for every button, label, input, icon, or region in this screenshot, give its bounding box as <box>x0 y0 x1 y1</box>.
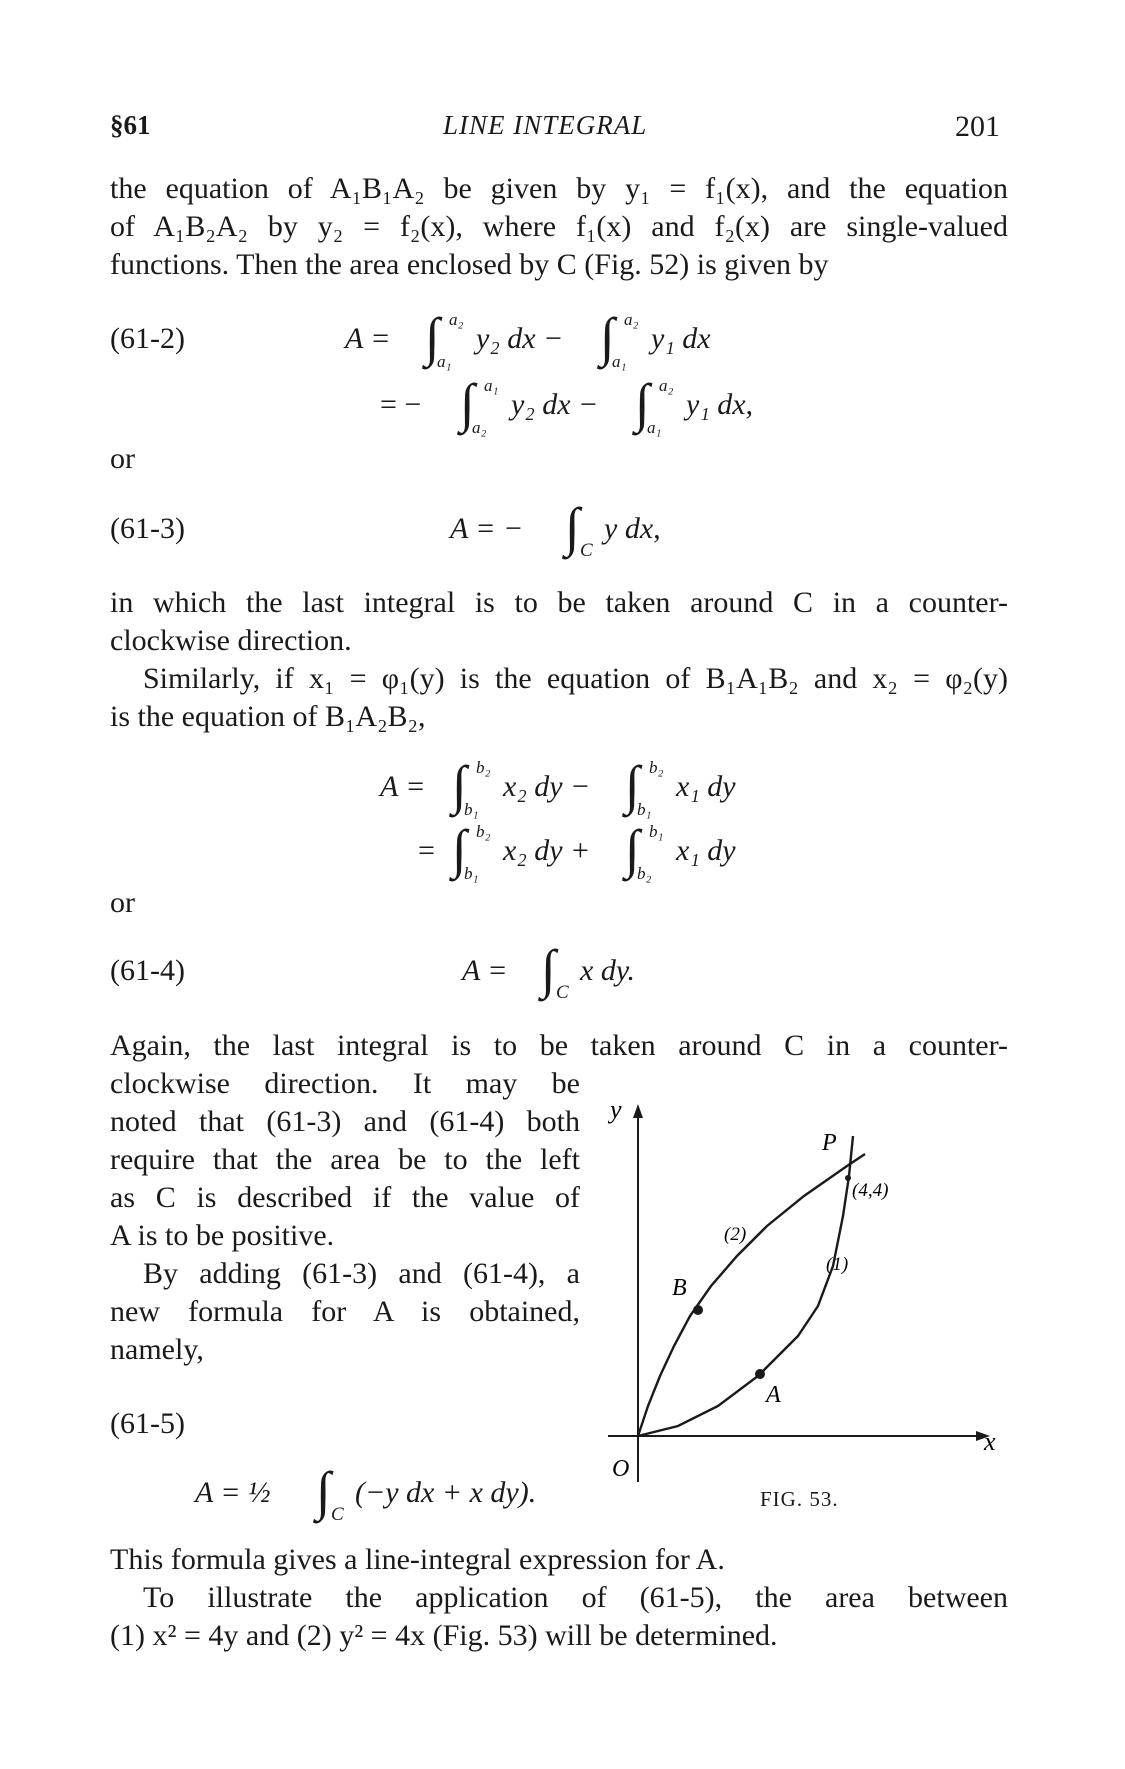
equation-label: (61-3) <box>110 512 185 545</box>
integral-contour: C <box>331 1504 344 1525</box>
integral-sign: ∫ <box>452 819 467 879</box>
integral-upper-limit: b₂ <box>649 758 664 777</box>
point-A <box>755 1369 765 1379</box>
text-line: Again, the last integral is to be taken around C in a counter- <box>110 1029 1008 1062</box>
equation-label: (61-2) <box>110 322 185 355</box>
integrand: x₁ dy <box>676 770 736 803</box>
figure-53 <box>590 1090 1020 1530</box>
integrand: y₂ dx − <box>511 388 599 421</box>
integrand: y₂ dx − <box>476 322 564 355</box>
text-line: clockwise direction. It may be <box>110 1067 580 1100</box>
integrand: x₁ dy <box>676 834 736 867</box>
eq-lhs: A = <box>380 770 426 803</box>
text-line: require that the area be to the left <box>110 1143 580 1176</box>
point-B <box>693 1305 703 1315</box>
integral-sign: ∫ <box>625 819 640 879</box>
point-4-4 <box>845 1175 851 1181</box>
text-line: clockwise direction. <box>110 624 352 657</box>
integral-lower-limit: a₁ <box>612 352 627 371</box>
integral-lower-limit: a₁ <box>437 352 452 371</box>
integral-sign: ∫ <box>565 497 580 557</box>
integrand: x₂ dy − <box>503 770 591 803</box>
running-title: LINE INTEGRAL <box>443 110 648 140</box>
integral-contour: C <box>556 982 569 1003</box>
origin-label: O <box>612 1456 630 1482</box>
label-P: P <box>822 1130 837 1156</box>
text-line: the equation of A₁B₁A₂ be given by y₁ = f₁(x), and the equation <box>110 172 1008 205</box>
integral-upper-limit: a₂ <box>659 376 674 395</box>
text-line: This formula gives a line-integral expression for A. <box>110 1543 725 1576</box>
eq-lhs: A = <box>462 954 508 987</box>
integral-sign: ∫ <box>425 307 440 367</box>
integral-upper-limit: b₂ <box>476 822 491 841</box>
eq-lhs: A = − <box>450 512 524 545</box>
integrand: y₁ dx, <box>686 388 754 421</box>
text-line: in which the last integral is to be taken around C in a counter- <box>110 586 1008 619</box>
label-curve-2: (2) <box>724 1224 747 1245</box>
integral-lower-limit: b₁ <box>464 800 479 819</box>
integrand: y dx, <box>604 512 661 545</box>
text-line: A is to be positive. <box>110 1219 335 1252</box>
integral-contour: C <box>580 540 593 561</box>
label-A: A <box>766 1382 781 1408</box>
curve-1 <box>638 1136 853 1436</box>
eq-lhs: = − <box>380 388 422 421</box>
equation-label: (61-5) <box>110 1407 185 1440</box>
eq-lhs: A = ½ <box>195 1476 271 1509</box>
page-number: 201 <box>955 110 1000 143</box>
text-line: namely, <box>110 1333 204 1366</box>
integral-sign: ∫ <box>600 307 615 367</box>
integrand: (−y dx + x dy). <box>355 1476 537 1509</box>
integral-lower-limit: b₁ <box>464 864 479 883</box>
integral-upper-limit: b₁ <box>649 822 664 841</box>
text-line: By adding (61-3) and (61-4), a <box>143 1257 580 1290</box>
eq-lhs: A = <box>345 322 391 355</box>
text-line: noted that (61-3) and (61-4) both <box>110 1105 580 1138</box>
integrand: x₂ dy + <box>503 834 591 867</box>
eq-lhs: = <box>418 834 435 867</box>
integral-sign: ∫ <box>316 1461 331 1521</box>
text-line: functions. Then the area enclosed by C (Fig. 52) is given by <box>110 248 829 281</box>
integral-sign: ∫ <box>452 755 467 815</box>
text-line: of A₁B₂A₂ by y₂ = f₂(x), where f₁(x) and f₂(x) are single-valued <box>110 210 1008 243</box>
integral-sign: ∫ <box>460 373 475 433</box>
integral-lower-limit: b₂ <box>637 864 652 883</box>
integral-sign: ∫ <box>625 755 640 815</box>
integral-lower-limit: a₂ <box>472 418 487 437</box>
text-line: To illustrate the application of (61-5), the area between <box>143 1581 1008 1614</box>
text-line: Similarly, if x₁ = φ₁(y) is the equation of B₁A₁B₂ and x₂ = φ₂(y) <box>143 662 1008 695</box>
label-B: B <box>672 1275 687 1301</box>
integral-upper-limit: a₂ <box>624 310 639 329</box>
text-line: (1) x² = 4y and (2) y² = 4x (Fig. 53) will be determined. <box>110 1619 778 1652</box>
integral-upper-limit: b₂ <box>476 758 491 777</box>
integrand: x dy. <box>580 954 635 987</box>
label-curve-1: (1) <box>826 1254 849 1275</box>
integral-sign: ∫ <box>541 939 556 999</box>
integral-upper-limit: a₁ <box>484 376 499 395</box>
x-axis-label: x <box>984 1427 996 1456</box>
integral-upper-limit: a₂ <box>449 310 464 329</box>
text-line: or <box>110 886 135 919</box>
figure-caption: FIG. 53. <box>760 1487 839 1511</box>
y-axis-arrow <box>633 1104 643 1118</box>
text-line: or <box>110 442 135 475</box>
integrand: y₁ dx <box>651 322 711 355</box>
integral-lower-limit: a₁ <box>647 418 662 437</box>
text-line: new formula for A is obtained, <box>110 1295 580 1328</box>
text-line: as C is described if the value of <box>110 1181 580 1214</box>
section-number: §61 <box>110 110 151 140</box>
label-point-4-4: (4,4) <box>852 1180 889 1201</box>
y-axis-label: y <box>610 1095 622 1124</box>
text-line: is the equation of B₁A₂B₂, <box>110 700 426 733</box>
equation-label: (61-4) <box>110 954 185 987</box>
integral-lower-limit: b₁ <box>637 800 652 819</box>
integral-sign: ∫ <box>635 373 650 433</box>
